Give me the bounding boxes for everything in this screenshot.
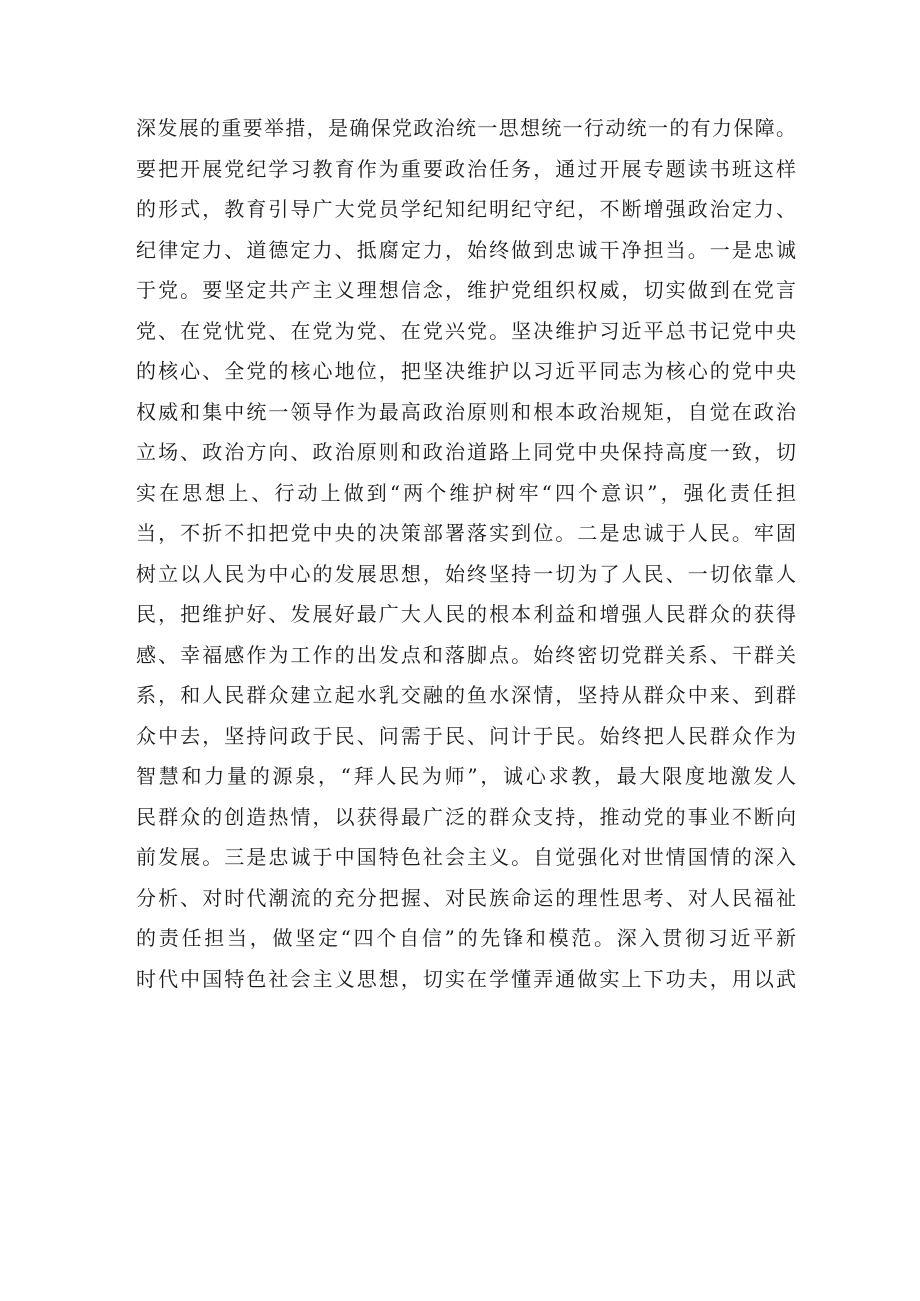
text-line: 党、在党忧党、在党为党、在党兴党。坚决维护习近平总书记党中央 [136,318,796,343]
text-line: 分析、对时代潮流的充分把握、对民族命运的理性思考、对人民福祉 [136,885,796,910]
text-line: 感、幸福感作为工作的出发点和落脚点。始终密切党群关系、干群关 [136,642,796,667]
text-line: 众中去，坚持问政于民、问需于民、问计于民。始终把人民群众作为 [136,723,796,748]
text-line: 时代中国特色社会主义思想，切实在学懂弄通做实上下功夫，用以武 [136,966,796,991]
text-line: 于党。要坚定共产主义理想信念，维护党组织权威，切实做到在党言 [136,278,796,302]
body-text [136,108,796,999]
text-line: 纪律定力、道德定力、抵腐定力，始终做到忠诚干净担当。一是忠诚 [136,237,796,262]
text-line: 实在思想上、行动上做到“两个维护树牢“四个意识”，强化责任担 [136,480,796,505]
text-line: 深发展的重要举措，是确保党政治统一思想统一行动统一的有力保障。 [136,116,796,140]
text-line: 的核心、全党的核心地位，把坚决维护以习近平同志为核心的党中央 [136,359,796,383]
text-line: 当，不折不扣把党中央的决策部署落实到位。二是忠诚于人民。牢固 [136,521,796,545]
text-line: 前发展。三是忠诚于中国特色社会主义。自觉强化对世情国情的深入 [136,845,796,869]
text-line: 智慧和力量的源泉，“拜人民为师”，诚心求教，最大限度地激发人 [136,764,796,788]
text-line: 民群众的创造热情，以获得最广泛的群众支持，推动党的事业不断向 [136,804,796,829]
text-line: 的责任担当，做坚定“四个自信”的先锋和模范。深入贯彻习近平新 [136,926,796,950]
text-line: 权威和集中统一领导作为最高政治原则和根本政治规矩，自觉在政治 [136,399,796,424]
text-line: 立场、政治方向、政治原则和政治道路上同党中央保持高度一致，切 [136,440,796,464]
text-line: 系，和人民群众建立起水乳交融的鱼水深情，坚持从群众中来、到群 [136,683,796,707]
text-line: 树立以人民为中心的发展思想，始终坚持一切为了人民、一切依靠人 [136,561,796,586]
text-line: 民，把维护好、发展好最广大人民的根本利益和增强人民群众的获得 [136,602,796,626]
text-line: 的形式，教育引导广大党员学纪知纪明纪守纪，不断增强政治定力、 [136,197,796,221]
text-line: 要把开展党纪学习教育作为重要政治任务，通过开展专题读书班这样 [136,156,796,181]
